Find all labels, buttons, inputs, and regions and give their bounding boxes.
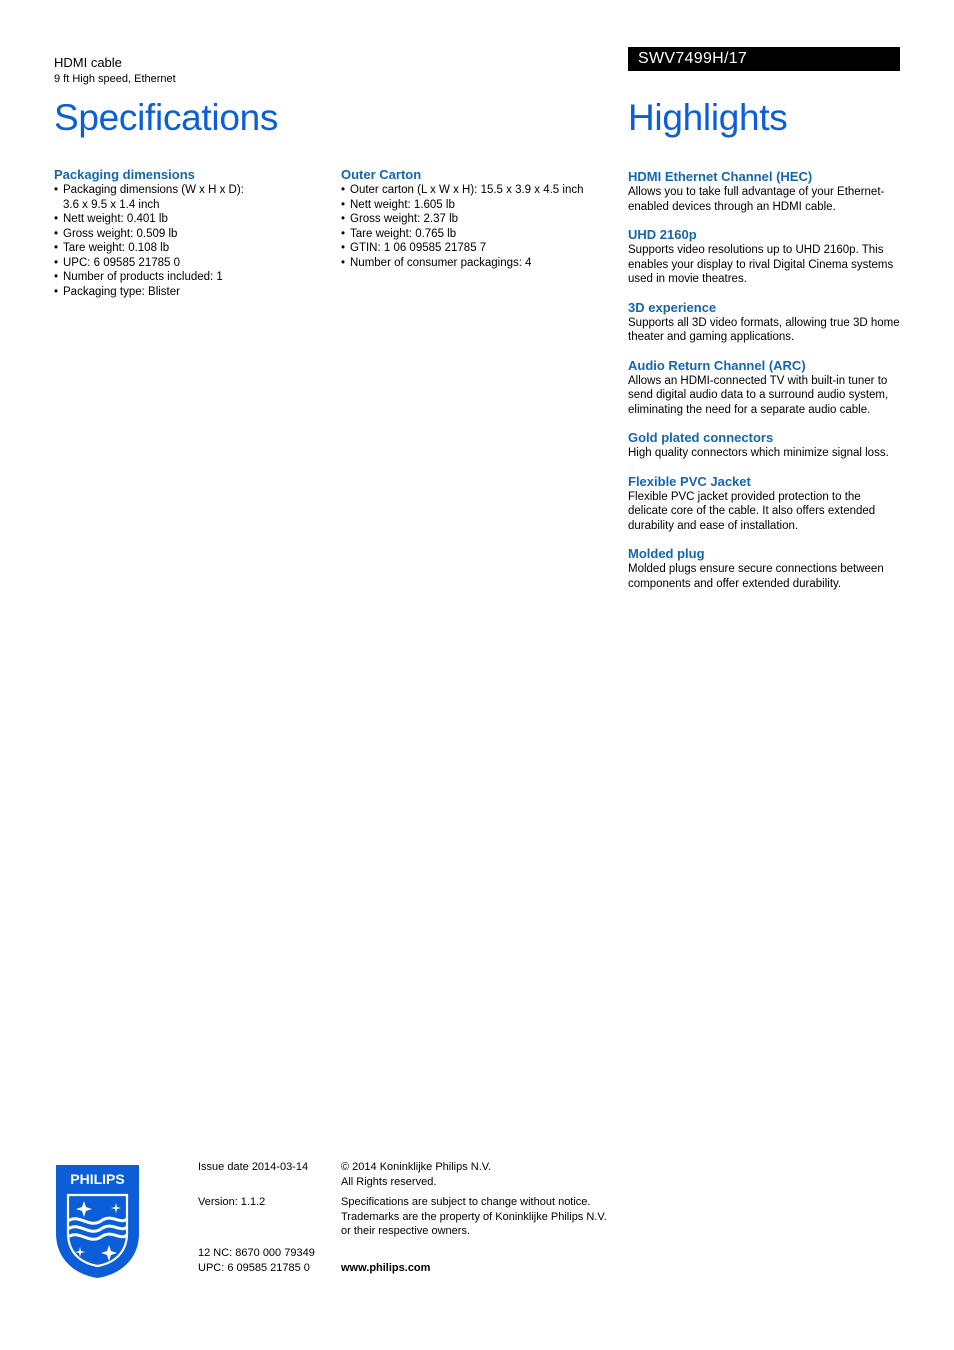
highlight-text: Molded plugs ensure secure connections between components and offer extended durability.	[628, 563, 884, 590]
spec-item-text: Tare weight: 0.765 lb	[350, 227, 457, 240]
spec-item-text: GTIN: 1 06 09585 21785 7	[350, 242, 487, 254]
bullet: •	[54, 227, 59, 240]
highlight-title: 3D experience	[628, 299, 717, 315]
highlight-text: Supports video resolutions up to UHD 2160p. This enables your display to rival Digital Cinema systems used in movie theatres.	[628, 244, 894, 285]
bullet: •	[341, 227, 346, 240]
bullet: •	[341, 198, 346, 211]
website-link[interactable]: www.philips.com	[341, 1262, 431, 1274]
spec-item	[54, 270, 324, 285]
highlight-text: Supports all 3D video formats, allowing true 3D home theater and gaming applications.	[628, 316, 900, 343]
spec-item	[341, 227, 621, 242]
spec-item-text: Tare weight: 0.108 lb	[63, 242, 170, 254]
spec-item-text: UPC: 6 09585 21785 0	[63, 256, 181, 269]
footer-document-info	[198, 1160, 328, 1175]
spec-item-text: Number of consumer packagings: 4	[350, 256, 532, 269]
spec-list	[341, 183, 621, 270]
notice-line: Trademarks are the property of Koninklijke Philips N.V.	[341, 1210, 607, 1223]
outer-carton-section	[341, 167, 621, 270]
footer-version-block	[198, 1195, 328, 1210]
bullet: •	[341, 242, 346, 254]
footer-codes	[198, 1246, 338, 1275]
issue-date: Issue date 2014-03-14	[198, 1161, 309, 1173]
highlight-title: Audio Return Channel (ARC)	[628, 357, 806, 373]
bullet: •	[54, 271, 59, 283]
highlight-item	[628, 300, 900, 345]
logo-wordmark: PHILIPS	[70, 1171, 125, 1187]
spec-item	[54, 227, 324, 242]
bullet: •	[341, 213, 346, 225]
spec-item-text: Nett weight: 1.605 lb	[350, 198, 455, 211]
spec-list	[54, 183, 324, 299]
highlight-title: Flexible PVC Jacket	[628, 473, 751, 489]
footer-copyright	[341, 1160, 641, 1189]
version: Version: 1.1.2	[198, 1196, 266, 1208]
spec-item-text: Number of products included: 1	[63, 271, 223, 283]
bullet: •	[54, 184, 59, 196]
bullet: •	[341, 184, 346, 196]
rights: All Rights reserved.	[341, 1175, 437, 1188]
bullet: •	[341, 256, 346, 269]
highlight-item	[628, 474, 900, 534]
highlight-title: Molded plug	[628, 546, 705, 561]
highlight-text: High quality connectors which minimize signal loss.	[628, 447, 889, 459]
highlight-title: UHD 2160p	[628, 227, 697, 242]
spec-item-text: Packaging type: Blister	[63, 285, 180, 298]
notice-line: Specifications are subject to change without notice.	[341, 1196, 591, 1208]
section-title: Outer Carton	[341, 167, 422, 182]
section-title: Packaging dimensions	[54, 167, 195, 182]
notice-line: or their respective owners.	[341, 1225, 470, 1237]
spec-item-text: Outer carton (L x W x H): 15.5 x 3.9 x 4.5 inch	[350, 184, 584, 196]
spec-item	[341, 256, 621, 271]
model-number: SWV7499H/17	[638, 50, 748, 67]
product-title: HDMI cable	[54, 55, 122, 70]
copyright: © 2014 Koninklijke Philips N.V.	[341, 1161, 492, 1173]
highlight-title: Gold plated connectors	[628, 430, 774, 445]
spec-item	[341, 198, 621, 213]
specifications-heading: Specifications	[54, 97, 279, 138]
spec-item	[54, 285, 324, 300]
model-number-banner	[628, 47, 900, 71]
philips-shield-logo	[54, 1163, 141, 1280]
highlight-item	[628, 430, 900, 461]
highlight-item	[628, 169, 900, 214]
spec-item	[54, 256, 324, 271]
highlight-item	[628, 546, 900, 591]
highlight-title: HDMI Ethernet Channel (HEC)	[628, 169, 813, 184]
spec-item	[341, 241, 621, 256]
spec-item	[341, 183, 621, 198]
footer-notice	[341, 1195, 641, 1239]
highlight-text: Flexible PVC jacket provided protection to the delicate core of the cable. It also offers extended durability and ease of installation.	[628, 490, 876, 532]
highlights-list	[628, 169, 900, 604]
spec-item-text: Gross weight: 2.37 lb	[350, 213, 459, 225]
spec-item	[54, 241, 324, 256]
highlight-text: Allows an HDMI-connected TV with built-in tuner to send digital audio data to a surround audio system, eliminating the need for a separate audio cable.	[628, 374, 889, 416]
highlight-text: Allows you to take full advantage of your Ethernet-enabled devices through an HDMI cable.	[628, 186, 885, 213]
highlight-item	[628, 227, 900, 287]
spec-item-text: Nett weight: 0.401 lb	[63, 213, 168, 225]
philips-shield-icon	[54, 1163, 141, 1280]
packaging-dimensions-section	[54, 167, 324, 299]
product-subtitle: 9 ft High speed, Ethernet	[54, 73, 176, 85]
spec-item	[341, 212, 621, 227]
highlight-item	[628, 358, 900, 418]
upc-code: UPC: 6 09585 21785 0	[198, 1261, 310, 1274]
spec-item-text: Packaging dimensions (W x H x D): 3.6 x 9.5 x 1.4 inch	[63, 184, 244, 211]
spec-item	[54, 212, 324, 227]
spec-item-text: Gross weight: 0.509 lb	[63, 227, 178, 240]
bullet: •	[54, 285, 59, 298]
nc-code: 12 NC: 8670 000 79349	[198, 1247, 315, 1259]
highlights-heading: Highlights	[628, 97, 788, 138]
bullet: •	[54, 256, 59, 269]
bullet: •	[54, 242, 59, 254]
bullet: •	[54, 213, 59, 225]
spec-item	[54, 183, 324, 212]
